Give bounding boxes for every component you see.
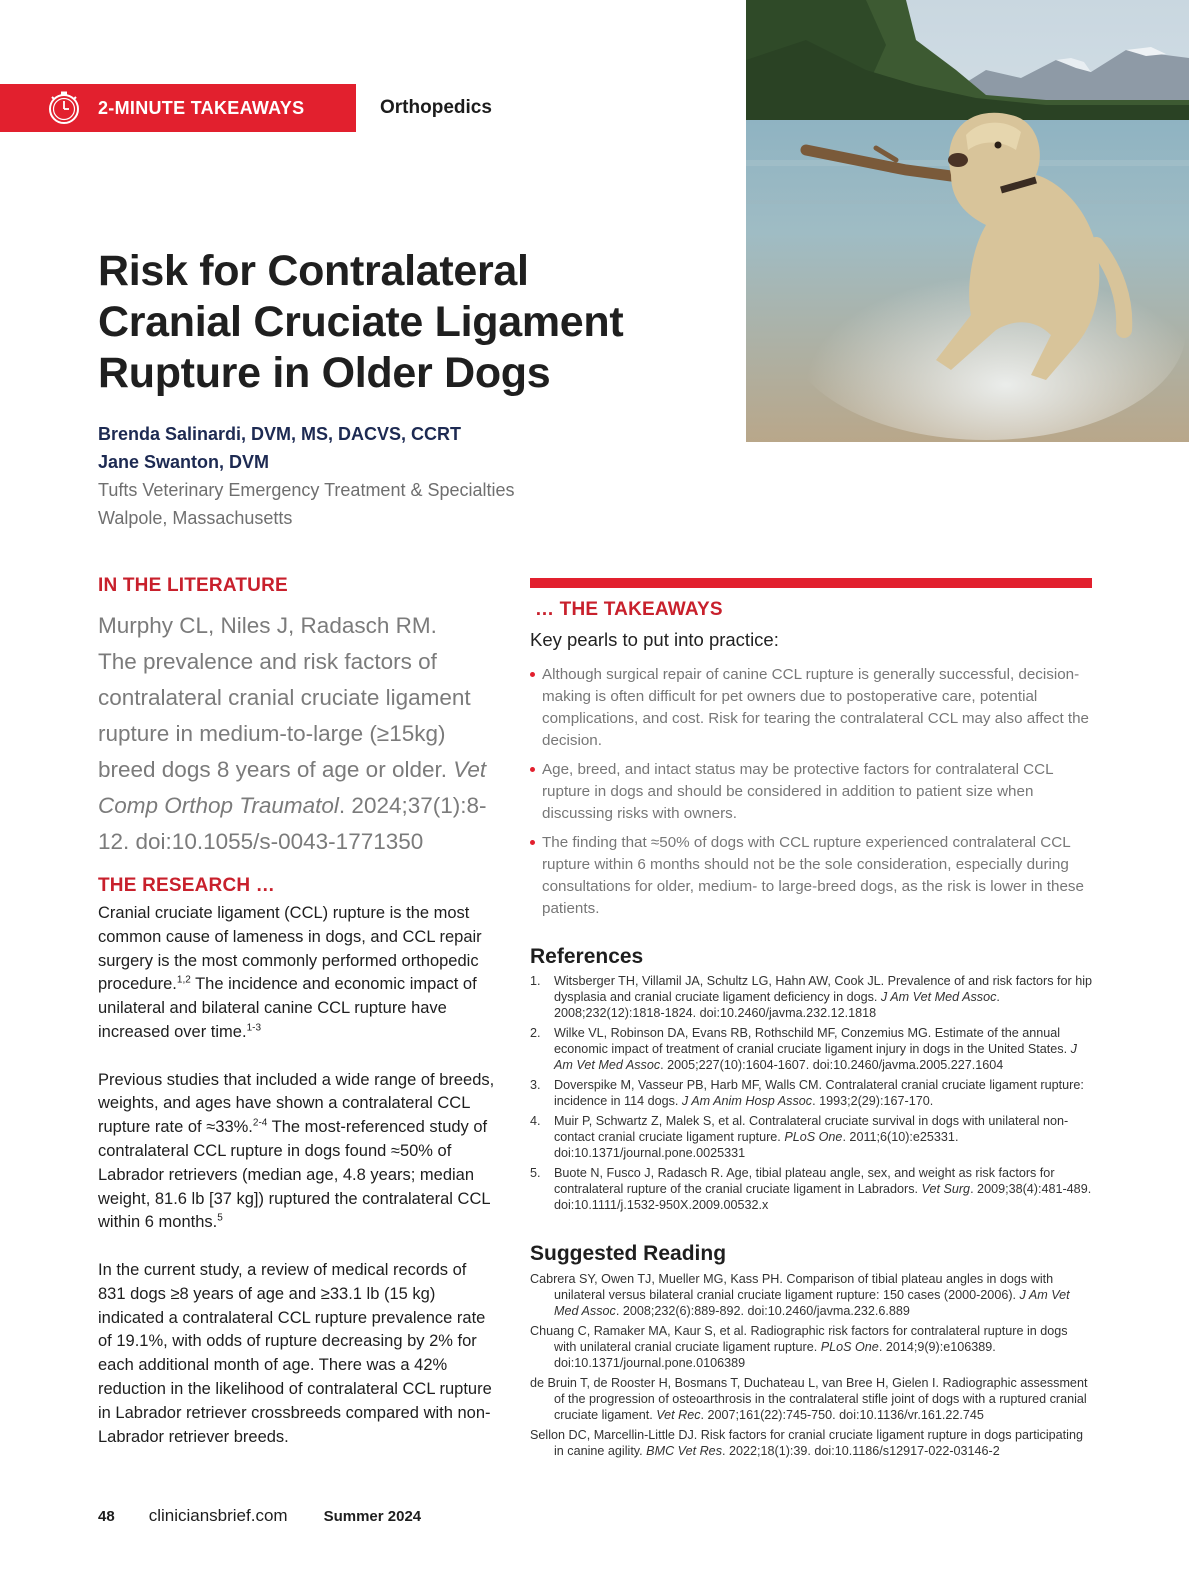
suggested-reading-heading: Suggested Reading [530,1242,727,1265]
stopwatch-icon [46,90,82,126]
bullet-icon [530,672,535,677]
reference-item: 1. Witsberger TH, Villamil JA, Schultz LG, Hahn AW, Cook JL. Prevalence of and risk factors for hip dysplasia and cranial cruciate ligament deficiency in dogs. J Am Vet Med Assoc. 2008;232(12):1818-1824. doi:10.2460/javma.232.12.1818 [530,974,1093,1020]
author-block [98,420,658,532]
reference-item: 4. Muir P, Schwartz Z, Malek S, et al. Contralateral cruciate survival in dogs with unilateral non-contact cranial cruciate ligament rupture. PLoS One. 2011;6(10):e25331. doi:10.1371/journal.pone.0025331 [530,1114,1069,1160]
author-name: Jane Swanton, DVM [98,452,270,472]
takeaways-divider [530,578,1092,588]
research-paragraph: Cranial cruciate ligament (CCL) rupture is the most common cause of lameness in dogs, and CCL repair surgery is the most commonly performed orthopedic procedure.$^{1,2}$ The incidence and economic impact of unilateral and bilateral canine CCL rupture have increased over time.$^{1-3}$ [98,904,482,1041]
affiliation: Tufts Veterinary Emergency Treatment & Specialties [98,480,515,500]
issue-date: Summer 2024 [323,1508,422,1525]
citation-article: The prevalence and risk factors of contralateral cranial cruciate ligament rupture in medium-to-large (≥15kg) breed dogs 8 years of age or older. [98,649,471,782]
bullet-icon [530,840,535,845]
research-section [98,874,498,1449]
list-item: Although surgical repair of canine CCL rupture is generally successful, decision-making is often difficult for pet owners due to postoperative care, potential complications, and cost. Risk for tearing the contralateral CCL may also affect the decision. [530,664,1094,752]
citation-journal: Vet Comp Orthop Traumatol [98,757,487,818]
citation-details: . 2024;37(1):8-12. doi:10.1055/s-0043-1771350 [98,793,487,854]
page-number: 48 [98,1508,115,1525]
bullet-icon [530,767,535,772]
suggested-item: Chuang C, Ramaker MA, Kaur S, et al. Radiographic risk factors for contralateral rupture in dogs with unilateral cranial cruciate ligament rupture. PLoS One. 2014;9(9):e106389. doi:10.1371/journal.pone.0106389 [530,1324,1068,1370]
literature-section [98,574,498,860]
takeaways-heading: … THE TAKEAWAYS [535,599,723,620]
suggested-item: Sellon DC, Marcellin-Little DJ. Risk factors for cranial cruciate ligament rupture in dogs participating in canine agility. BMC Vet Res. 2022;18(1):39. doi:10.1186/s12917-022-03146-2 [530,1428,1083,1458]
affiliation-location: Walpole, Massachusetts [98,508,293,528]
reference-item: 2. Wilke VL, Robinson DA, Evans RB, Rothschild MF, Conzemius MG. Estimate of the annual economic impact of treatment of cranial cruciate ligament injury in dogs in the United States. J Am Vet Med Assoc. 2005;227(10):1604-1607. doi:10.2460/javma.2005.227.1604 [530,1026,1077,1072]
research-heading: THE RESEARCH … [98,875,275,896]
dog-running-in-lake-photo [746,0,1189,442]
takeaways-banner [0,84,356,132]
article-title: Risk for Contralateral Cranial Cruciate Ligament Rupture in Older Dogs [98,247,624,397]
citation-authors: Murphy CL, Niles J, Radasch RM. [98,613,437,638]
suggested-item: Cabrera SY, Owen TJ, Mueller MG, Kass PH. Comparison of tibial plateau angles in dogs with unilateral versus bilateral cranial cruciate ligament rupture: 150 cases (2000-2006). J Am Vet Med Assoc. 2008;232(6):889-892. doi:10.2460/javma.232.6.889 [530,1272,1070,1318]
section-label: Orthopedics [380,97,492,118]
takeaways-list [530,664,1094,920]
literature-heading: IN THE LITERATURE [98,575,288,596]
literature-citation [98,608,498,860]
suggested-item: de Bruin T, de Rooster H, Bosmans T, Duchateau L, van Bree H, Gielen I. Radiographic assessment of the progression of osteoarthrosis in the contralateral stifle joint of dogs with a ruptured cranial cruciate ligament. Vet Rec. 2007;161(22):745-750. doi:10.1136/vr.161.22.745 [530,1376,1088,1422]
references-section [530,944,1092,1217]
references-list [530,973,1092,1213]
reference-item: 3. Doverspike M, Vasseur PB, Harb MF, Walls CM. Contralateral cranial cruciate ligament rupture: incidence in 114 dogs. J Am Anim Hosp Assoc. 1993;2(29):167-170. [530,1078,1084,1108]
reference-item: 5. Buote N, Fusco J, Radasch R. Age, tibial plateau angle, sex, and weight as risk factors for contralateral rupture of the cranial cruciate ligament in Labradors. Vet Surg. 2009;38(4):481-489. doi:10.1111/j.1532-950X.2009.00532.x [530,1166,1092,1212]
takeaways-subheading: Key pearls to put into practice: [530,629,779,650]
suggested-reading-section [530,1241,1092,1459]
author-name: Brenda Salinardi, DVM, MS, DACVS, CCRT [98,424,462,444]
page-footer [98,1506,421,1526]
research-paragraph: In the current study, a review of medical records of 831 dogs ≥8 years of age and ≥33.1 lb (15 kg) indicated a contralateral CCL rupture prevalence rate of 19.1%, with odds of rupture decreasing by 2% for each additional month of age. There was a 42% reduction in the likelihood of contralateral CCL rupture in Labrador retriever crossbreeds compared with non-Labrador retriever breeds. [98,1260,492,1446]
research-paragraph: Previous studies that included a wide range of breeds, weights, and ages have shown a contralateral CCL rupture rate of ≈33%.$^{2-4}$ The most-referenced study of contralateral CCL rupture in dogs found ≈50% of Labrador retrievers (median age, 4.8 years; median weight, 81.6 lb [37 kg]) ruptured the contralateral CCL within 6 months.$^5$ [98,1070,495,1232]
list-item: The finding that ≈50% of dogs with CCL rupture experienced contralateral CCL rupture within 6 months should not be the sole consideration, especially during consultations for older, medium- to large-breed dogs, as the risk is lower in these patients. [530,832,1094,920]
list-item: Age, breed, and intact status may be protective factors for contralateral CCL rupture in dogs and should be considered in addition to patient size when discussing risks with owners. [530,759,1094,825]
banner-label: 2-MINUTE TAKEAWAYS [98,97,305,118]
site-name: cliniciansbrief.com [148,1506,288,1525]
takeaways-section [530,598,1094,927]
references-heading: References [530,945,644,968]
